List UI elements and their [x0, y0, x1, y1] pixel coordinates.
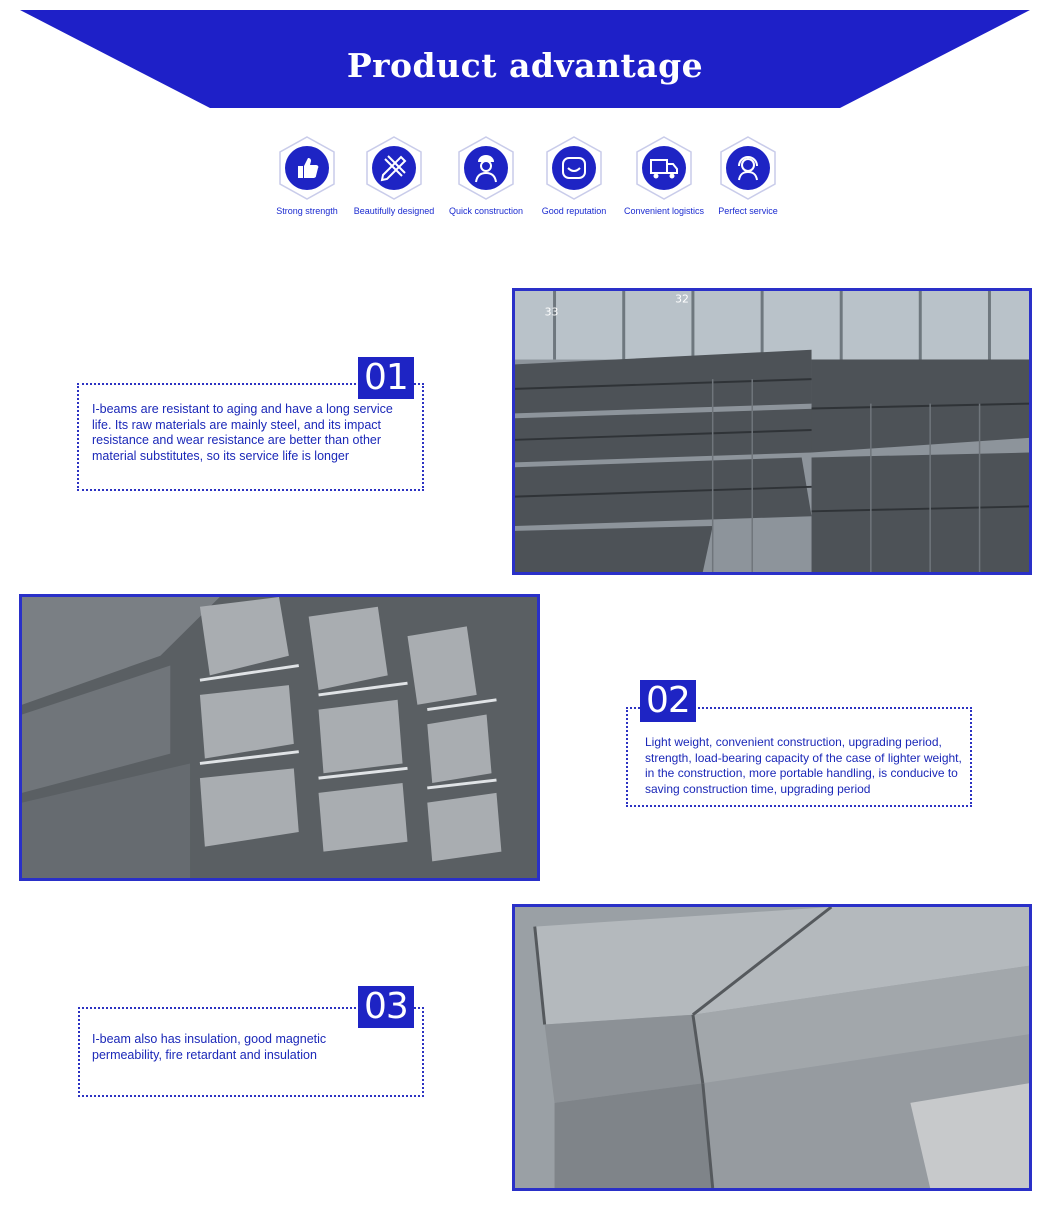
feature-label: Quick construction: [448, 206, 524, 216]
feature-good-reputation: [526, 135, 622, 216]
feature-label: Good reputation: [541, 206, 607, 216]
header-banner: [20, 10, 1030, 108]
feature-convenient-logistics: [616, 135, 712, 216]
advantage-text: I-beams are resistant to aging and have a long service life. Its raw materials are mainly steel, and its impact resistance and wear resistance are better than other material substitutes, so its service life is longer: [92, 402, 393, 463]
smile-icon: [544, 135, 604, 201]
worker-icon: [456, 135, 516, 201]
ibeam-closeup-photo: [512, 904, 1032, 1191]
feature-label: Convenient logistics: [623, 206, 705, 216]
advantage-text: I-beam also has insulation, good magnetic permeability, fire retardant and insulation: [92, 1032, 327, 1062]
ibeam-stack-photo: [19, 594, 540, 881]
warehouse-ibeam-photo: [512, 288, 1032, 575]
feature-perfect-service: [700, 135, 796, 216]
feature-icons-row: [0, 135, 1050, 225]
headset-icon: [718, 135, 778, 201]
pencil-ruler-icon: [364, 135, 424, 201]
feature-label: Strong strength: [276, 206, 338, 216]
feature-beautifully-designed: [346, 135, 442, 216]
advantage-number: 02: [640, 680, 696, 722]
truck-icon: [634, 135, 694, 201]
photo-mark: 33: [544, 305, 559, 319]
thumbs-up-icon: [277, 135, 337, 201]
advantage-number: 03: [358, 986, 414, 1028]
feature-label: Perfect service: [718, 206, 778, 216]
advantage-number: 01: [358, 357, 414, 399]
page-title: Product advantage: [346, 46, 704, 85]
advantage-text: Light weight, convenient construction, upgrading period, strength, load-bearing capacity of the case of lighter weight, in the construction, more portable handling, is conducive to saving construction time, upgrading period: [645, 735, 962, 796]
feature-label: Beautifully designed: [353, 206, 435, 216]
feature-strong-strength: [259, 135, 355, 216]
photo-mark: 32: [675, 292, 689, 306]
feature-quick-construction: [438, 135, 534, 216]
